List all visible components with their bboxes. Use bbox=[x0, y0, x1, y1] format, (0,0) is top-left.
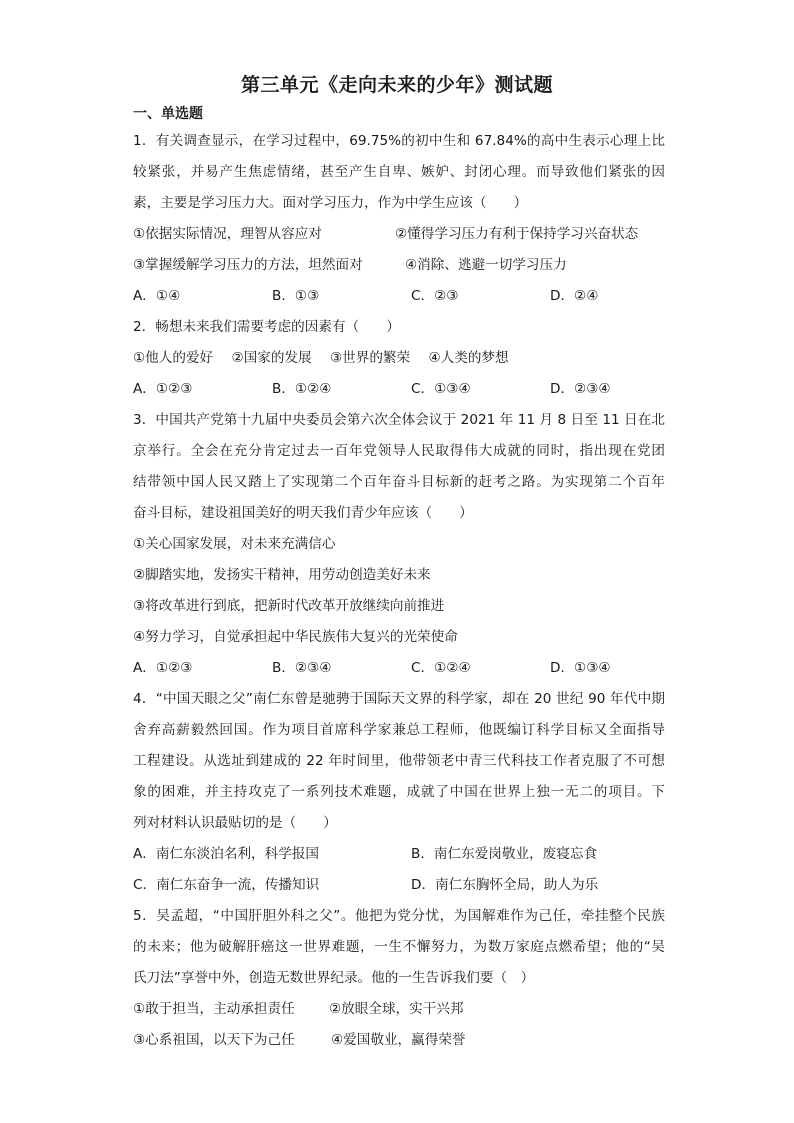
answer-options bbox=[133, 839, 665, 870]
statement-item: ②懂得学习压力有利于保持学习兴奋状态 bbox=[395, 226, 639, 242]
answer-options bbox=[133, 870, 665, 901]
answer-options bbox=[133, 281, 665, 312]
question-stem-line: 1．有关调查显示，在学习过程中，69.75%的初中生和 67.84%的高中生表示心理上比 bbox=[133, 133, 665, 149]
statement-item: ④努力学习，自觉承担起中华民族伟大复兴的光荣使命 bbox=[133, 629, 458, 645]
answer-options bbox=[133, 374, 665, 405]
statement-item: ③将改革进行到底，把新时代改革开放继续向前推进 bbox=[133, 598, 445, 614]
statement-item: ④消除、逃避一切学习压力 bbox=[405, 257, 567, 273]
option-d[interactable]: D．①③④ bbox=[550, 660, 611, 676]
statement-item: ②国家的发展 bbox=[231, 350, 312, 366]
section-heading: 一、单选题 bbox=[133, 106, 203, 122]
option-b[interactable]: B．①③ bbox=[272, 288, 320, 304]
question-2 bbox=[133, 312, 665, 405]
answer-options bbox=[133, 653, 665, 684]
question-4 bbox=[133, 684, 665, 901]
question-list bbox=[133, 126, 665, 1056]
option-d[interactable]: D．南仁东胸怀全局，助人为乐 bbox=[411, 877, 599, 893]
statement-row bbox=[133, 219, 665, 250]
statement-row bbox=[133, 250, 665, 281]
option-d[interactable]: D．②③④ bbox=[550, 381, 611, 397]
question-stem-line: 3．中国共产党第十九届中央委员会第六次全体会议于 2021 年 11 月 8 日至 11 日在北 bbox=[133, 412, 665, 428]
option-b[interactable]: B．南仁东爱岗敬业，废寝忘食 bbox=[411, 846, 598, 862]
statement-item: ②脚踏实地，发扬实干精神，用劳动创造美好未来 bbox=[133, 567, 431, 583]
statement-row bbox=[133, 994, 665, 1025]
statement-item: ③世界的繁荣 bbox=[329, 350, 411, 366]
statement-item: ①他人的爱好 bbox=[133, 350, 214, 366]
statement-row bbox=[133, 343, 665, 374]
question-stem-line: 5．吴孟超，“中国肝胆外科之父”。他把为党分忧，为国解难作为己任，牵挂整个民族 bbox=[133, 908, 665, 924]
option-a[interactable]: A．①②③ bbox=[133, 660, 193, 676]
statement-row bbox=[133, 1025, 665, 1056]
question-3 bbox=[133, 405, 665, 684]
statement-item: ①敢于担当，主动承担责任 bbox=[133, 1001, 295, 1017]
question-stem-line: 结带领中国人民又踏上了实现第二个百年奋斗目标新的赶考之路。为实现第二个百年 bbox=[133, 474, 665, 490]
option-c[interactable]: C．②③ bbox=[411, 288, 459, 304]
question-stem-line: 的未来；他为破解肝癌这一世界难题，一生不懈努力，为数万家庭点燃希望；他的“吴 bbox=[133, 939, 665, 955]
option-c[interactable]: C．南仁东奋争一流，传播知识 bbox=[133, 877, 320, 893]
question-stem-line: 素，主要是学习压力大。面对学习压力，作为中学生应该（ ） bbox=[133, 195, 528, 211]
option-a[interactable]: A．南仁东淡泊名利，科学报国 bbox=[133, 846, 320, 862]
option-b[interactable]: B．①②④ bbox=[272, 381, 332, 397]
question-stem-line: 列对材料认识最贴切的是（ ） bbox=[133, 815, 337, 831]
question-1 bbox=[133, 126, 665, 312]
question-stem-line: 舍弃高薪毅然回国。作为项目首席科学家兼总工程师，他既编订科学目标又全面指导 bbox=[133, 722, 665, 738]
question-stem-line: 氏刀法”享誉中外，创造无数世界纪录。他的一生告诉我们要（ ） bbox=[133, 970, 535, 986]
statement-item: ①关心国家发展，对未来充满信心 bbox=[133, 536, 336, 552]
question-stem-line: 京举行。全会在充分肯定过去一百年党领导人民取得伟大成就的同时，指出现在党团 bbox=[133, 443, 665, 459]
statement-item: ①依据实际情况，理智从容应对 bbox=[133, 226, 322, 242]
option-c[interactable]: C．①③④ bbox=[411, 381, 471, 397]
page-title: 第三单元《走向未来的少年》测试题 bbox=[240, 74, 553, 96]
option-a[interactable]: A．①④ bbox=[133, 288, 181, 304]
question-stem-line: 4．“中国天眼之父”南仁东曾是驰骋于国际天文界的科学家，却在 20 世纪 90 年代中期 bbox=[133, 691, 665, 707]
statement-item: ③心系祖国，以天下为己任 bbox=[133, 1032, 295, 1048]
statement-item: ②放眼全球，实干兴邦 bbox=[329, 1001, 464, 1017]
question-stem-line: 2．畅想未来我们需要考虑的因素有（ ） bbox=[133, 319, 400, 335]
question-stem-line: 工程建设。从选址到建成的 22 年时间里，他带领老中青三代科技工作者克服了不可想 bbox=[133, 753, 665, 769]
question-stem-line: 奋斗目标，建设祖国美好的明天我们青少年应该（ ） bbox=[133, 505, 473, 521]
option-c[interactable]: C．①②④ bbox=[411, 660, 471, 676]
statement-item: ④爱国敬业，赢得荣誉 bbox=[331, 1032, 466, 1048]
question-stem-line: 象的困难，并主持攻克了一系列技术难题，成就了中国在世界上独一无二的项目。下 bbox=[133, 784, 665, 800]
question-5 bbox=[133, 901, 665, 1056]
statement-item: ④人类的梦想 bbox=[428, 350, 509, 366]
option-a[interactable]: A．①②③ bbox=[133, 381, 193, 397]
option-b[interactable]: B．②③④ bbox=[272, 660, 332, 676]
question-stem-line: 较紧张，并易产生焦虑情绪，甚至产生自卑、嫉妒、封闭心理。而导致他们紧张的因 bbox=[133, 164, 665, 180]
statement-item: ③掌握缓解学习压力的方法，坦然面对 bbox=[133, 257, 363, 273]
option-d[interactable]: D．②④ bbox=[550, 288, 599, 304]
